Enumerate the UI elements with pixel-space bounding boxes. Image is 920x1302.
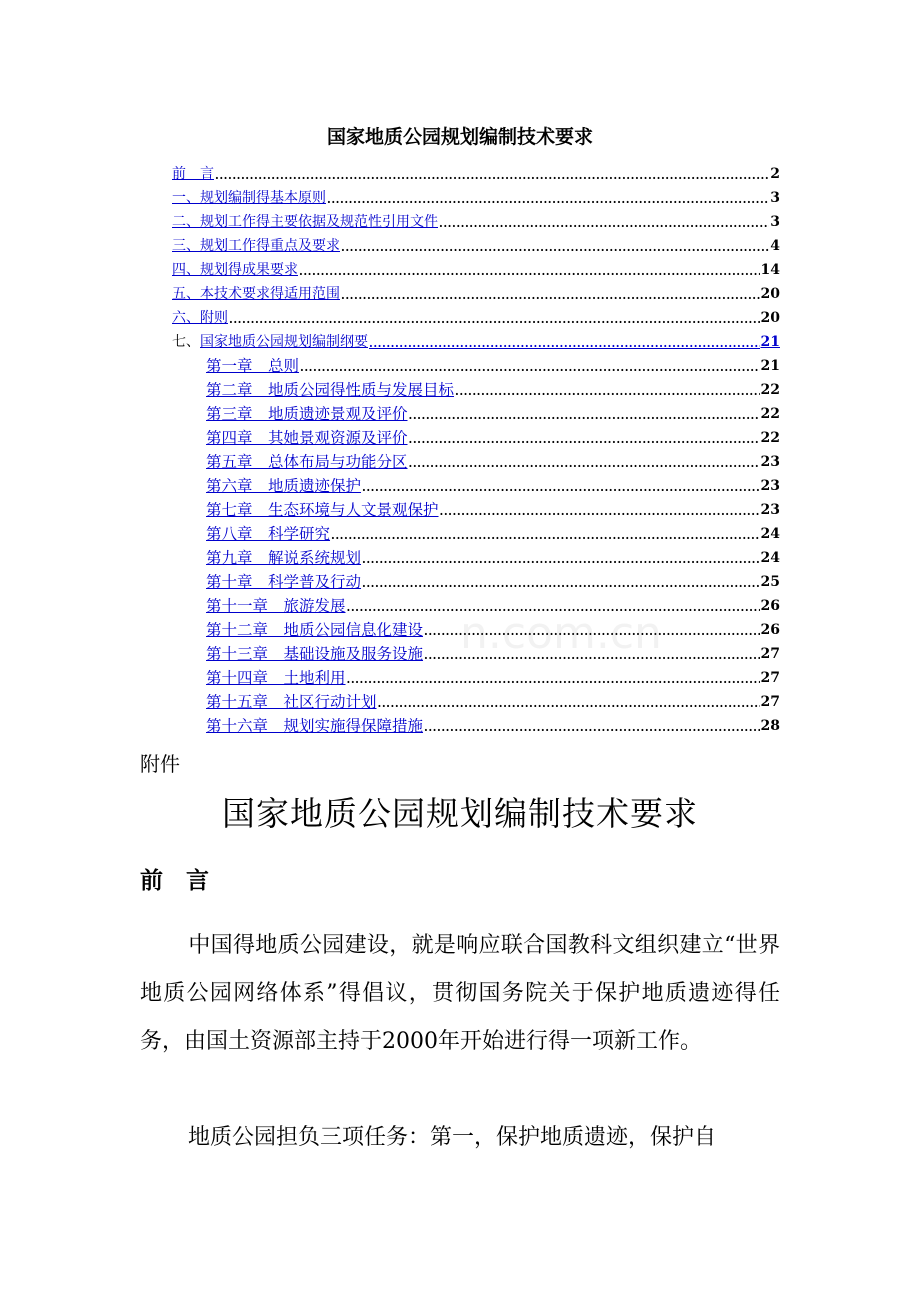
toc-item-link[interactable]: 六、附则 (172, 310, 228, 326)
toc-chapter-page: 22 (760, 406, 780, 422)
toc-chapter-link[interactable]: 第十四章 土地利用 (206, 669, 346, 687)
toc-chapter-link[interactable]: 第七章 生态环境与人文景观保护 (206, 501, 439, 519)
toc-item-link[interactable]: 五、本技术要求得适用范围 (172, 286, 340, 302)
toc-chapter-5[interactable] (206, 449, 780, 471)
toc-chapter-page: 21 (760, 358, 780, 374)
section-heading: 前 言 (140, 868, 209, 894)
toc-chapter-page: 24 (760, 526, 780, 542)
toc-chapter-11[interactable] (206, 593, 780, 615)
toc-chapter-link[interactable]: 第三章 地质遗迹景观及评价 (206, 405, 408, 423)
toc-item-2[interactable] (172, 209, 780, 231)
paragraph-text: 中国得地质公园建设，就是响应联合国教科文组织建立“世界地质公园网络体系”得倡议，贯彻国务院关于保护地质遗迹得任务，由国土资源部主持于2000年开始进行得一项新工作。 (140, 933, 780, 1054)
toc-chapter-page: 27 (760, 646, 780, 662)
toc-item-page: 3 (770, 190, 780, 206)
toc-item-preface[interactable] (172, 161, 780, 183)
toc-leader-dots (409, 409, 760, 423)
toc-item-page: 4 (770, 238, 780, 254)
toc-chapter-9[interactable] (206, 545, 780, 567)
toc-leader-dots (341, 289, 760, 303)
toc-chapter-14[interactable] (206, 665, 780, 687)
toc-leader-dots (439, 217, 769, 231)
toc-chapter-link[interactable]: 第五章 总体布局与功能分区 (206, 453, 408, 471)
toc-item-page: 2 (770, 166, 780, 182)
toc-item-page: 21 (760, 334, 780, 350)
toc-leader-dots (215, 169, 769, 183)
toc-chapter-3[interactable] (206, 401, 780, 423)
attachment-label: 附件 (140, 752, 180, 776)
toc-chapter-page: 24 (760, 550, 780, 566)
toc-leader-dots (440, 505, 760, 519)
toc-chapter-12[interactable] (206, 617, 780, 639)
toc-leader-dots (347, 601, 760, 615)
toc-leader-dots (424, 721, 760, 735)
toc-item-link[interactable]: 三、规划工作得重点及要求 (172, 238, 340, 254)
body-paragraph (140, 922, 780, 1066)
toc-chapter-link[interactable]: 第一章 总则 (206, 357, 300, 375)
toc-leader-dots (362, 553, 760, 567)
toc-chapter-13[interactable] (206, 641, 780, 663)
toc-chapter-page: 27 (760, 694, 780, 710)
toc-leader-dots (409, 433, 760, 447)
toc-item-page: 14 (760, 262, 780, 278)
toc-item-link[interactable]: 国家地质公园规划编制纲要 (200, 334, 368, 350)
toc-leader-dots (362, 481, 760, 495)
toc-leader-dots (300, 361, 760, 375)
toc-item-link[interactable]: 一、规划编制得基本原则 (172, 190, 326, 206)
toc-chapter-page: 23 (760, 478, 780, 494)
toc-leader-dots (331, 529, 760, 543)
toc-chapter-link[interactable]: 第十五章 社区行动计划 (206, 693, 377, 711)
toc-chapter-16[interactable] (206, 713, 780, 735)
toc-chapter-page: 28 (760, 718, 780, 734)
toc-chapter-4[interactable] (206, 425, 780, 447)
toc-leader-dots (455, 385, 760, 399)
toc-leader-dots (341, 241, 769, 255)
toc-leader-dots (327, 193, 769, 207)
toc-chapter-link[interactable]: 第六章 地质遗迹保护 (206, 477, 362, 495)
toc-item-5[interactable] (172, 281, 780, 303)
toc-title: 国家地质公园规划编制技术要求 (326, 126, 593, 148)
toc-leader-dots (424, 649, 760, 663)
toc-leader-dots (347, 673, 760, 687)
toc-chapter-link[interactable]: 第二章 地质公园得性质与发展目标 (206, 381, 455, 399)
toc-item-page: 3 (770, 214, 780, 230)
toc-item-1[interactable] (172, 185, 780, 207)
toc-leader-dots (362, 577, 760, 591)
toc-chapter-page: 26 (760, 622, 780, 638)
toc-chapter-link[interactable]: 第十章 科学普及行动 (206, 573, 362, 591)
toc-chapter-page: 27 (760, 670, 780, 686)
toc-chapter-page: 26 (760, 598, 780, 614)
toc-chapter-link[interactable]: 第十二章 地质公园信息化建设 (206, 621, 424, 639)
toc-item-page: 20 (760, 310, 780, 326)
toc-chapter-page: 23 (760, 454, 780, 470)
toc-item-page: 20 (760, 286, 780, 302)
toc-chapter-link[interactable]: 第九章 解说系统规划 (206, 549, 362, 567)
toc-chapter-page: 25 (760, 574, 780, 590)
toc-leader-dots (424, 625, 760, 639)
toc-item-6[interactable] (172, 305, 780, 327)
body-paragraph (140, 1114, 780, 1162)
toc-item-prefix: 七、 (172, 334, 200, 350)
toc-chapter-link[interactable]: 第十三章 基础设施及服务设施 (206, 645, 424, 663)
toc-chapter-1[interactable] (206, 353, 780, 375)
toc-chapter-10[interactable] (206, 569, 780, 591)
document-title: 国家地质公园规划编制技术要求 (222, 794, 698, 833)
toc-chapter-link[interactable]: 第十六章 规划实施得保障措施 (206, 717, 424, 735)
toc-leader-dots (299, 265, 760, 279)
toc-chapter-15[interactable] (206, 689, 780, 711)
watermark: n.com.cn (460, 608, 662, 659)
toc-chapter-8[interactable] (206, 521, 780, 543)
toc-item-link[interactable]: 二、规划工作得主要依据及规范性引用文件 (172, 214, 438, 230)
toc-item-3[interactable] (172, 233, 780, 255)
toc-item-link[interactable]: 前 言 (172, 166, 214, 182)
toc-chapter-7[interactable] (206, 497, 780, 519)
toc-item-link[interactable]: 四、规划得成果要求 (172, 262, 298, 278)
toc-leader-dots (409, 457, 760, 471)
toc-chapter-link[interactable]: 第十一章 旅游发展 (206, 597, 346, 615)
paragraph-text: 地质公园担负三项任务：第一，保护地质遗迹，保护自 (188, 1125, 717, 1150)
toc-chapter-page: 23 (760, 502, 780, 518)
toc-chapter-link[interactable]: 第八章 科学研究 (206, 525, 331, 543)
toc-chapter-link[interactable]: 第四章 其她景观资源及评价 (206, 429, 408, 447)
toc-chapter-2[interactable] (206, 377, 780, 399)
toc-item-7[interactable] (172, 329, 780, 351)
toc-chapter-page: 22 (760, 382, 780, 398)
toc-chapter-6[interactable] (206, 473, 780, 495)
toc-chapter-page: 22 (760, 430, 780, 446)
toc-leader-dots (378, 697, 760, 711)
toc-item-4[interactable] (172, 257, 780, 279)
toc-leader-dots (369, 337, 760, 351)
toc-leader-dots (229, 313, 760, 327)
